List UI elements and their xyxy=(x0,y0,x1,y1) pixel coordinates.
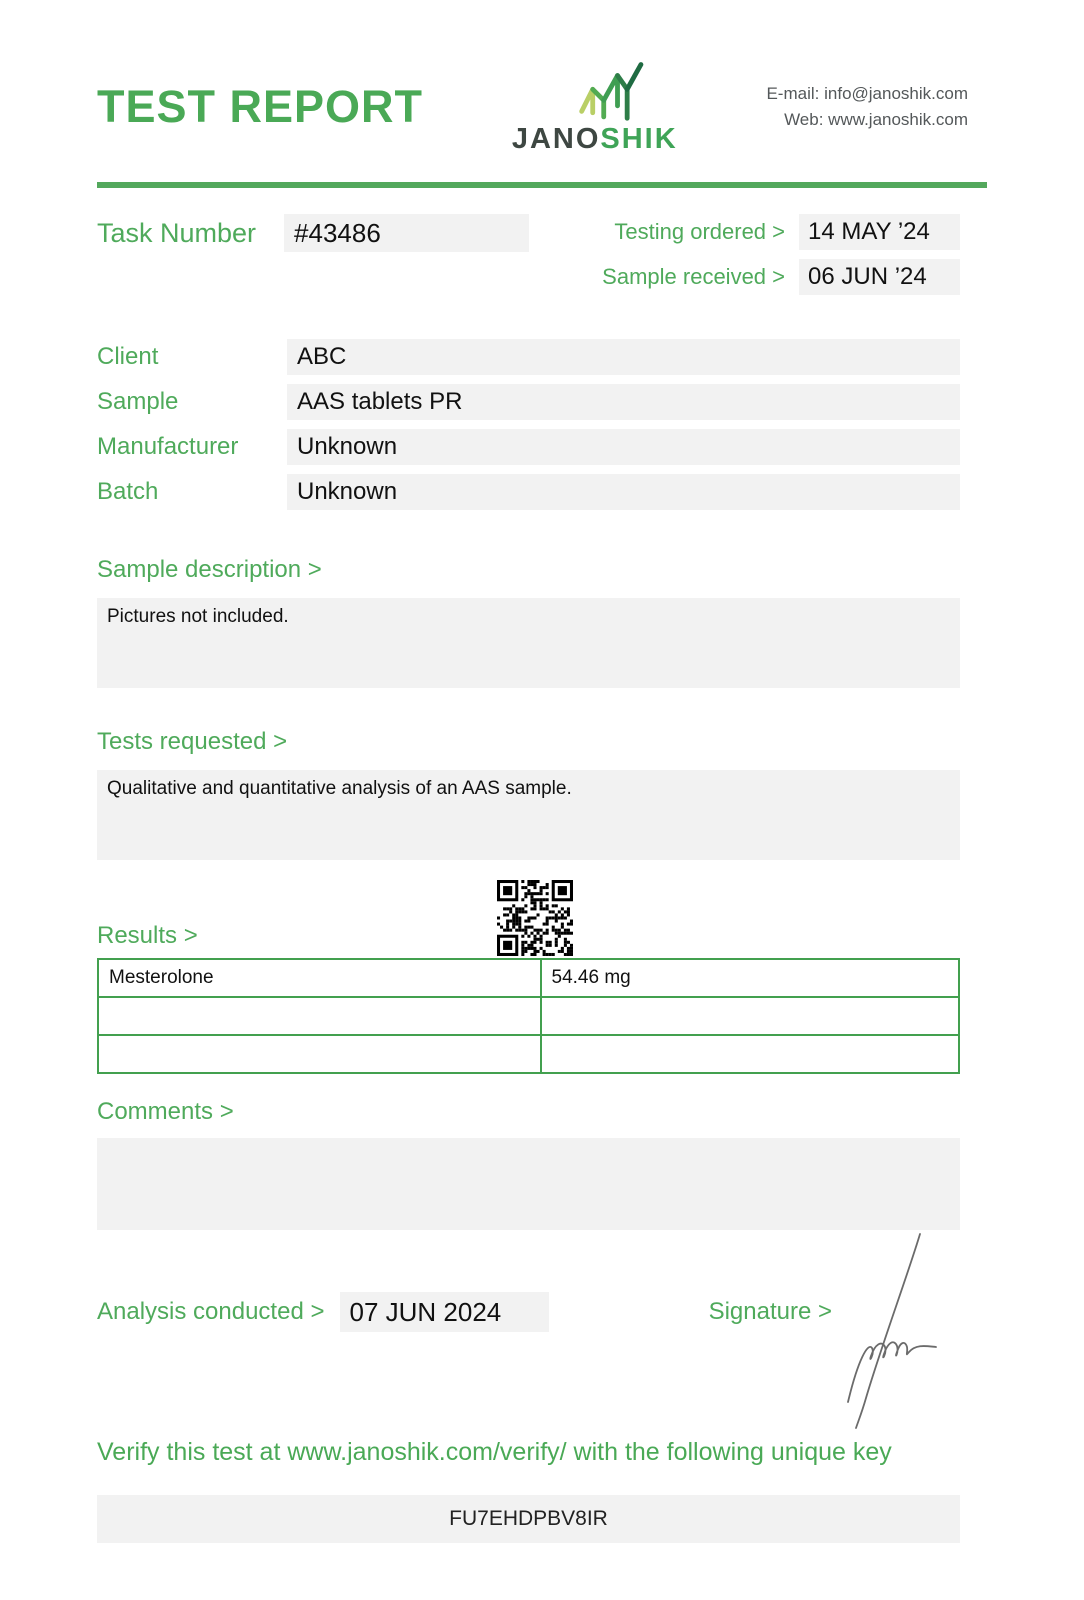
sample-description-section xyxy=(97,556,960,688)
comments-label: Comments > xyxy=(97,1098,234,1125)
task-number-label: Task Number xyxy=(97,217,257,248)
email-line xyxy=(766,81,968,107)
result-analyte xyxy=(98,997,541,1035)
page-title: TEST REPORT xyxy=(97,81,424,132)
sample-received-label: Sample received > xyxy=(602,264,785,289)
client-label: Client xyxy=(97,343,159,370)
task-number-row xyxy=(97,214,529,252)
sample-value: AAS tablets PR xyxy=(287,384,960,420)
sample-info-section xyxy=(97,339,960,510)
results-header xyxy=(97,880,960,958)
tests-requested-label: Tests requested > xyxy=(97,728,288,755)
chart-logo-icon xyxy=(553,59,671,121)
result-row xyxy=(98,997,959,1035)
results-table xyxy=(97,958,960,1074)
sample-received-value: 06 JUN ’24 xyxy=(799,259,960,295)
result-row xyxy=(98,1035,959,1073)
sample-description-label: Sample description > xyxy=(97,556,322,583)
sample-received-row xyxy=(602,259,960,295)
manufacturer-row xyxy=(97,429,960,465)
email-label: E-mail: xyxy=(766,83,820,103)
comments-section xyxy=(97,1098,960,1230)
batch-value: Unknown xyxy=(287,474,960,510)
result-row xyxy=(98,959,959,997)
web-label: Web: xyxy=(784,110,824,129)
web-line xyxy=(766,107,968,133)
signature-label: Signature > xyxy=(708,1298,832,1325)
logo-jano-text: JANO xyxy=(511,122,601,155)
tests-requested-value: Qualitative and quantitative analysis of an AAS sample. xyxy=(97,770,960,860)
logo-wordmark xyxy=(512,123,678,156)
client-row xyxy=(97,339,960,375)
result-analyte xyxy=(98,1035,541,1073)
result-amount: 54.46 mg xyxy=(541,959,960,997)
signature-image xyxy=(842,1230,942,1430)
logo-shik-text: SHIK xyxy=(600,122,678,155)
analysis-conducted-row xyxy=(97,1292,549,1332)
task-section xyxy=(97,214,960,295)
janoshik-logo xyxy=(512,59,678,156)
batch-label: Batch xyxy=(97,478,159,505)
sample-row xyxy=(97,384,960,420)
dates-block xyxy=(602,214,960,295)
analysis-date-value: 07 JUN 2024 xyxy=(340,1292,549,1332)
analysis-conducted-label: Analysis conducted > xyxy=(97,1298,325,1325)
manufacturer-label: Manufacturer xyxy=(97,433,239,460)
comments-value xyxy=(97,1138,960,1230)
testing-ordered-row xyxy=(602,214,960,250)
unique-key-value: FU7EHDPBV8IR xyxy=(97,1495,960,1543)
task-number-value: #43486 xyxy=(284,214,529,252)
verify-instruction: Verify this test at www.janoshik.com/verify/ with the following unique key xyxy=(97,1438,892,1466)
conclusion-row xyxy=(97,1292,960,1332)
testing-ordered-label: Testing ordered > xyxy=(614,219,785,244)
signature-block xyxy=(709,1298,960,1326)
result-amount xyxy=(541,1035,960,1073)
web-value: www.janoshik.com xyxy=(828,110,968,129)
report-header xyxy=(0,0,1084,168)
testing-ordered-value: 14 MAY ’24 xyxy=(799,214,960,250)
header-divider xyxy=(97,182,987,188)
tests-requested-section xyxy=(97,728,960,860)
client-value: ABC xyxy=(287,339,960,375)
manufacturer-value: Unknown xyxy=(287,429,960,465)
results-section xyxy=(0,880,1084,1074)
sample-description-value: Pictures not included. xyxy=(97,598,960,688)
email-value: info@janoshik.com xyxy=(824,83,968,103)
sample-label: Sample xyxy=(97,388,179,415)
result-amount xyxy=(541,997,960,1035)
qr-code xyxy=(497,880,573,956)
contact-info xyxy=(766,81,968,134)
results-label: Results > xyxy=(97,922,198,949)
result-analyte: Mesterolone xyxy=(98,959,541,997)
batch-row xyxy=(97,474,960,510)
